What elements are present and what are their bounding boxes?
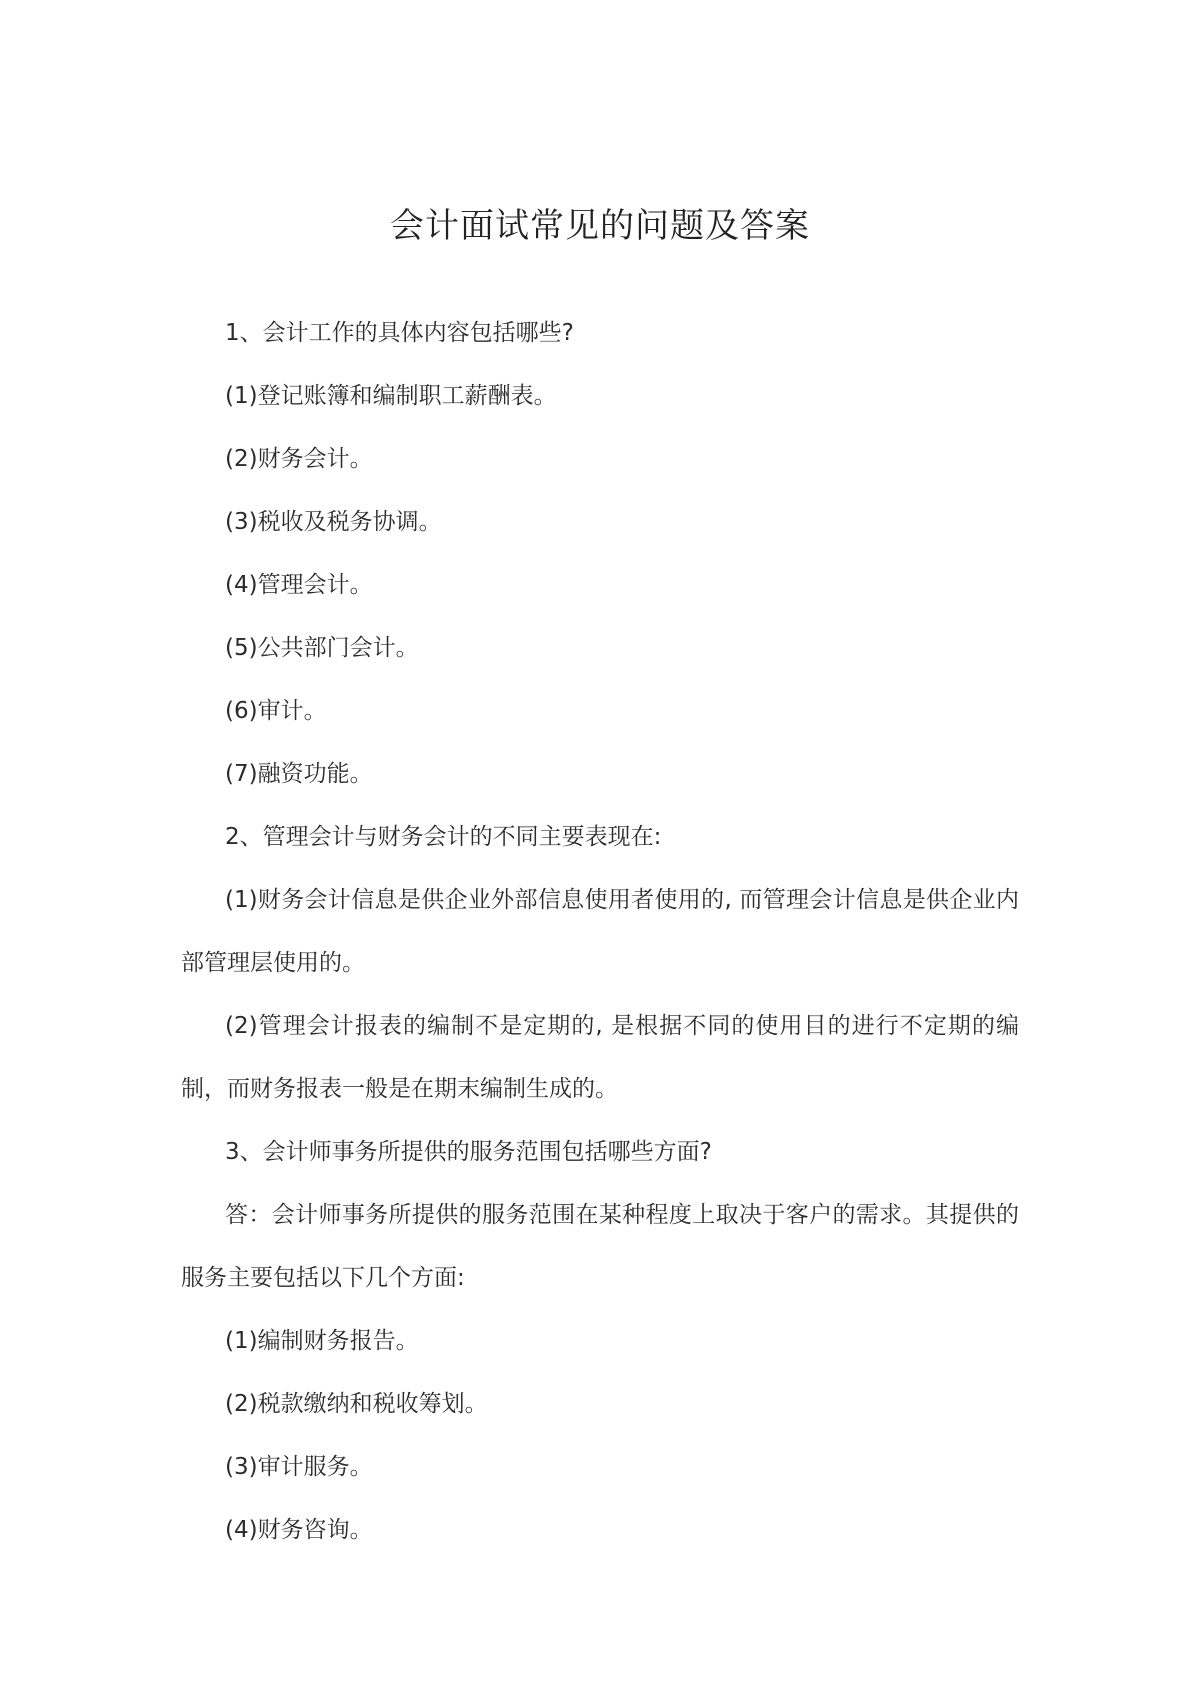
answer-1-item-2: (2)财务会计。: [225, 446, 373, 472]
answer-1-item-6: (6)审计。: [225, 698, 327, 724]
question-3: 3、会计师事务所提供的服务范围包括哪些方面?: [225, 1139, 712, 1165]
document-body: [181, 302, 1019, 1562]
answer-3-item-4: (4)财务咨询。: [225, 1517, 373, 1543]
answer-3-item-1: (1)编制财务报告。: [225, 1328, 419, 1354]
answer-3-item-2: (2)税款缴纳和税收筹划。: [225, 1391, 488, 1417]
answer-1-item-4: (4)管理会计。: [225, 572, 373, 598]
answer-1-item-5: (5)公共部门会计。: [225, 635, 419, 661]
answer-1-item-1: (1)登记账簿和编制职工薪酬表。: [225, 383, 557, 409]
document-title: 会计面试常见的问题及答案: [390, 206, 810, 246]
answer-2-item-2: (2)管理会计报表的编制不是定期的, 是根据不同的使用目的进行不定期的编制，而财务报表一般是在期末编制生成的。: [181, 1013, 1019, 1102]
answer-2-item-1: (1)财务会计信息是供企业外部信息使用者使用的, 而管理会计信息是供企业内部管理层使用的。: [181, 887, 1019, 976]
answer-1-item-7: (7)融资功能。: [225, 761, 373, 787]
answer-1-item-3: (3)税收及税务协调。: [225, 509, 442, 535]
answer-3-intro: 答：会计师事务所提供的服务范围在某种程度上取决于客户的需求。其提供的服务主要包括以下几个方面:: [181, 1202, 1019, 1291]
question-2: 2、管理会计与财务会计的不同主要表现在:: [225, 824, 662, 850]
question-1: 1、会计工作的具体内容包括哪些?: [225, 320, 574, 346]
answer-3-item-3: (3)审计服务。: [225, 1454, 373, 1480]
